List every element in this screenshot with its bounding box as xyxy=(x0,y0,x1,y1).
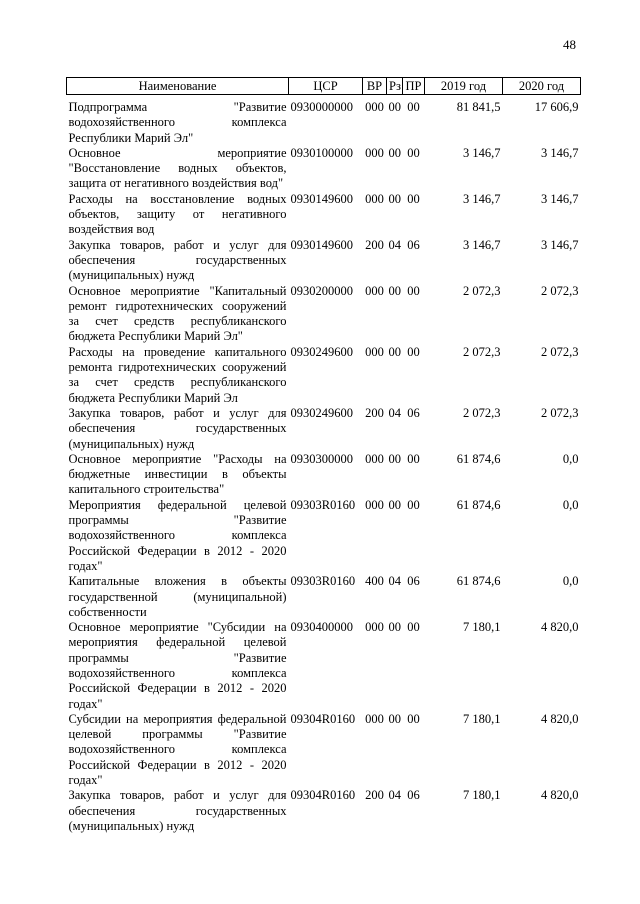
row-vr: 000 xyxy=(365,497,384,512)
row-csr: 0930000000 xyxy=(290,100,353,114)
row-2019: 3 146,7 xyxy=(463,191,501,206)
table-row xyxy=(67,788,581,834)
row-rz: 04 xyxy=(388,405,401,420)
row-pr: 00 xyxy=(407,451,420,466)
row-name: Основное мероприятие "Восстановление водных объектов, защита от негативного воздействия вод" xyxy=(68,145,287,191)
row-vr: 000 xyxy=(365,145,384,160)
row-vr: 000 xyxy=(365,711,384,726)
row-pr: 06 xyxy=(407,788,420,803)
row-pr: 06 xyxy=(407,237,420,252)
table-row xyxy=(67,406,581,452)
header-vr: ВР xyxy=(363,78,387,95)
row-rz: 00 xyxy=(388,145,401,160)
row-pr: 06 xyxy=(407,574,420,589)
row-csr: 09303R0160 xyxy=(290,574,356,589)
row-csr: 09304R0160 xyxy=(290,788,356,803)
row-2019: 81 841,5 xyxy=(456,100,501,114)
table-header-row xyxy=(67,78,581,95)
row-csr: 0930149600 xyxy=(290,237,353,252)
row-csr: 0930300000 xyxy=(290,451,353,466)
row-name: Подпрограмма "Развитие водохозяйственного комплекса Республики Марий Эл" xyxy=(68,100,287,145)
row-vr: 000 xyxy=(365,283,384,298)
budget-table xyxy=(66,77,581,834)
row-2019: 61 874,6 xyxy=(456,451,501,466)
row-2020: 2 072,3 xyxy=(541,405,579,420)
header-name: Наименование xyxy=(67,78,289,95)
row-2019: 3 146,7 xyxy=(463,237,501,252)
table-row xyxy=(67,146,581,192)
row-name: Расходы на проведение капитального ремонта гидротехнических сооружений за счет средств республиканского бюджета Республики Марий Эл xyxy=(68,344,287,405)
row-csr: 0930149600 xyxy=(290,191,353,206)
row-2020: 4 820,0 xyxy=(541,788,579,803)
row-rz: 00 xyxy=(388,451,401,466)
row-name: Капитальные вложения в объекты государственной (муниципальной) собственности xyxy=(68,574,287,619)
row-pr: 00 xyxy=(407,100,420,114)
row-2020: 4 820,0 xyxy=(541,620,579,635)
row-rz: 00 xyxy=(388,191,401,206)
row-rz: 04 xyxy=(388,237,401,252)
row-2019: 7 180,1 xyxy=(463,620,501,635)
row-vr: 200 xyxy=(365,405,384,420)
row-vr: 000 xyxy=(365,191,384,206)
table-row xyxy=(67,284,581,345)
row-name: Расходы на восстановление водных объектов, защиту от негативного воздействия вод xyxy=(68,191,287,237)
row-rz: 00 xyxy=(388,497,401,512)
table-row xyxy=(67,574,581,620)
row-csr: 0930249600 xyxy=(290,405,353,420)
table-row xyxy=(67,498,581,574)
table-row xyxy=(67,712,581,788)
row-pr: 00 xyxy=(407,145,420,160)
row-vr: 000 xyxy=(365,620,384,635)
row-rz: 00 xyxy=(388,620,401,635)
row-rz: 00 xyxy=(388,283,401,298)
row-2020: 3 146,7 xyxy=(541,237,579,252)
row-csr: 09304R0160 xyxy=(290,711,356,726)
row-2019: 2 072,3 xyxy=(463,405,501,420)
row-2019: 61 874,6 xyxy=(456,574,501,589)
row-2019: 3 146,7 xyxy=(463,145,501,160)
row-2020: 0,0 xyxy=(562,574,579,589)
row-2019: 7 180,1 xyxy=(463,788,501,803)
header-csr: ЦСР xyxy=(289,78,363,95)
row-pr: 00 xyxy=(407,283,420,298)
row-vr: 000 xyxy=(365,100,384,114)
table-row xyxy=(67,238,581,284)
table-row xyxy=(67,192,581,238)
header-2020: 2020 год xyxy=(503,78,581,95)
row-vr: 400 xyxy=(365,574,384,589)
row-name: Основное мероприятие "Расходы на бюджетные инвестиции в объекты капитального строительства" xyxy=(68,451,287,497)
row-2020: 3 146,7 xyxy=(541,145,579,160)
row-2019: 7 180,1 xyxy=(463,711,501,726)
row-2019: 61 874,6 xyxy=(456,497,501,512)
row-pr: 00 xyxy=(407,344,420,359)
row-name: Закупка товаров, работ и услуг для обеспечения государственных (муниципальных) нужд xyxy=(68,237,287,283)
row-name: Закупка товаров, работ и услуг для обеспечения государственных (муниципальных) нужд xyxy=(68,788,287,833)
row-csr: 09303R0160 xyxy=(290,497,356,512)
row-name: Основное мероприятие "Субсидии на мероприятия федеральной целевой программы "Развитие водохозяйственного комплекса Российской Федерации в 2012 - 2020 годах" xyxy=(68,620,287,711)
row-vr: 200 xyxy=(365,237,384,252)
table-row xyxy=(67,452,581,498)
row-name: Закупка товаров, работ и услуг для обеспечения государственных (муниципальных) нужд xyxy=(68,405,287,451)
table-row xyxy=(67,95,581,146)
row-rz: 04 xyxy=(388,574,401,589)
page-number: 48 xyxy=(563,37,576,52)
row-name: Субсидии на мероприятия федеральной целевой программы "Развитие водохозяйственного комплекса Российской Федерации в 2012 - 2020 годах" xyxy=(68,711,287,788)
row-2020: 0,0 xyxy=(562,451,579,466)
row-2020: 0,0 xyxy=(562,497,579,512)
row-vr: 000 xyxy=(365,451,384,466)
row-rz: 00 xyxy=(388,711,401,726)
header-2019: 2019 год xyxy=(425,78,503,95)
row-rz: 00 xyxy=(388,100,401,114)
row-2020: 2 072,3 xyxy=(541,344,579,359)
row-2019: 2 072,3 xyxy=(463,283,501,298)
row-vr: 200 xyxy=(365,788,384,803)
row-csr: 0930100000 xyxy=(290,145,353,160)
header-pr: ПР xyxy=(403,78,425,95)
row-2020: 3 146,7 xyxy=(541,191,579,206)
header-rz: Рз xyxy=(387,78,403,95)
row-pr: 00 xyxy=(407,620,420,635)
row-csr: 0930249600 xyxy=(290,344,353,359)
row-rz: 00 xyxy=(388,344,401,359)
row-pr: 00 xyxy=(407,497,420,512)
row-2019: 2 072,3 xyxy=(463,344,501,359)
row-2020: 2 072,3 xyxy=(541,283,579,298)
row-rz: 04 xyxy=(388,788,401,803)
table-row xyxy=(67,620,581,712)
row-pr: 06 xyxy=(407,405,420,420)
row-pr: 00 xyxy=(407,191,420,206)
row-name: Основное мероприятие "Капитальный ремонт гидротехнических сооружений за счет средств республиканского бюджета Республики Марий Эл" xyxy=(68,283,287,344)
row-name: Мероприятия федеральной целевой программы "Развитие водохозяйственного комплекса Российской Федерации в 2012 - 2020 годах" xyxy=(68,497,287,573)
row-2020: 4 820,0 xyxy=(541,711,579,726)
row-pr: 00 xyxy=(407,711,420,726)
row-csr: 0930400000 xyxy=(290,620,353,635)
row-vr: 000 xyxy=(365,344,384,359)
table-row xyxy=(67,345,581,406)
row-csr: 0930200000 xyxy=(290,283,353,298)
row-2020: 17 606,9 xyxy=(534,100,579,114)
